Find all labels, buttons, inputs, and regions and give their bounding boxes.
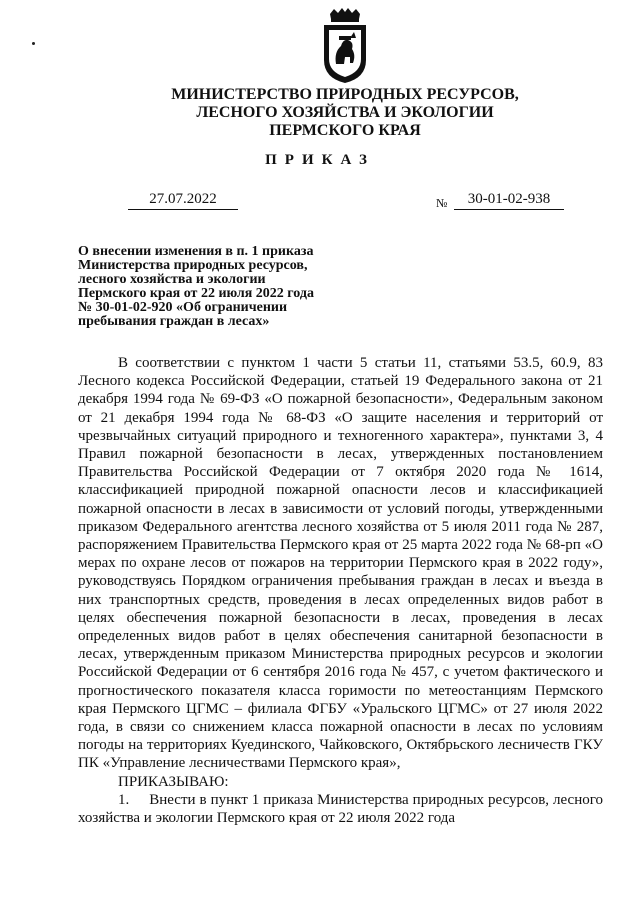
document-subject: О внесении изменения в п. 1 приказа Министерства природных ресурсов, лесного хозяйства и экологии Пермского края от 22 июля 2022 года № 30-01-02-920 «Об ограничении пребывания граждан в лесах» <box>78 244 314 329</box>
document-number: 30-01-02-938 <box>454 191 564 210</box>
document-type-title: ПРИКАЗ <box>265 152 375 168</box>
number-sign: № <box>436 196 448 210</box>
ministry-name-line-2: ЛЕСНОГО ХОЗЯЙСТВА И ЭКОЛОГИИ <box>196 104 494 121</box>
document-date: 27.07.2022 <box>128 191 238 210</box>
perm-krai-coat-of-arms-icon <box>321 8 369 84</box>
ministry-name <box>120 86 570 140</box>
ministry-name-line-1: МИНИСТЕРСТВО ПРИРОДНЫХ РЕСУРСОВ, <box>171 86 519 103</box>
ministry-name-line-3: ПЕРМСКОГО КРАЯ <box>269 122 421 139</box>
preamble-paragraph: В соответствии с пунктом 1 части 5 статьи 11, статьями 53.5, 60.9, 83 Лесного кодекса Российской Федерации, статьей 19 Федерального закона от 21 декабря 1994 года № 69-ФЗ «О пожарной безопасности», Федеральным законом от 21 декабря 1994 года № 68-ФЗ «О защите населения и территорий от чрезвычайных ситуаций природного и техногенного характера», пунктами 3, 4 Правил пожарной безопасности в лесах, утвержденных постановлением Правительства Российской Федерации от 7 октября 2020 года № 1614, классификацией природной пожарной опасности лесов и классификацией пожарной опасности в лесах в зависимости от условий погоды, утвержденными приказом Федерального агентства лесного хозяйства от 5 июля 2011 года № 287, распоряжением Правительства Пермского края от 25 марта 2022 года № 68-рп «О мерах по охране лесов от пожаров на территории Пермского края в 2022 году», руководствуясь Порядком ограничения пребывания граждан в лесах и въезда в них транспортных средств, проведения в лесах определенных видов работ в целях обеспечения пожарной безопасности в лесах, проведения в лесах определенных видов работ в целях обеспечения санитарной безопасности в лесах, утвержденным приказом Министерства природных ресурсов и экологии Российской Федерации от 6 сентября 2016 года № 457, с учетом фактического и прогностического показателя класса горимости по метеостанциям Пермского края Пермского ЦГМС – филиала ФГБУ «Уральского ЦГМС» от 27 июля 2022 года, в связи со снижением класса пожарной опасности в лесах по условиям погоды на территориях Куединского, Чайковского, Октябрьского лесничеств ГКУ ПК «Управление лесничествами Пермского края», <box>78 355 603 772</box>
order-word: ПРИКАЗЫВАЮ: <box>118 773 229 790</box>
document-body <box>78 354 603 827</box>
order-item-1: 1. Внести в пункт 1 приказа Министерства природных ресурсов, лесного хозяйства и экологии Пермского края от 22 июля 2022 года <box>78 791 603 827</box>
scan-speck <box>32 42 35 45</box>
